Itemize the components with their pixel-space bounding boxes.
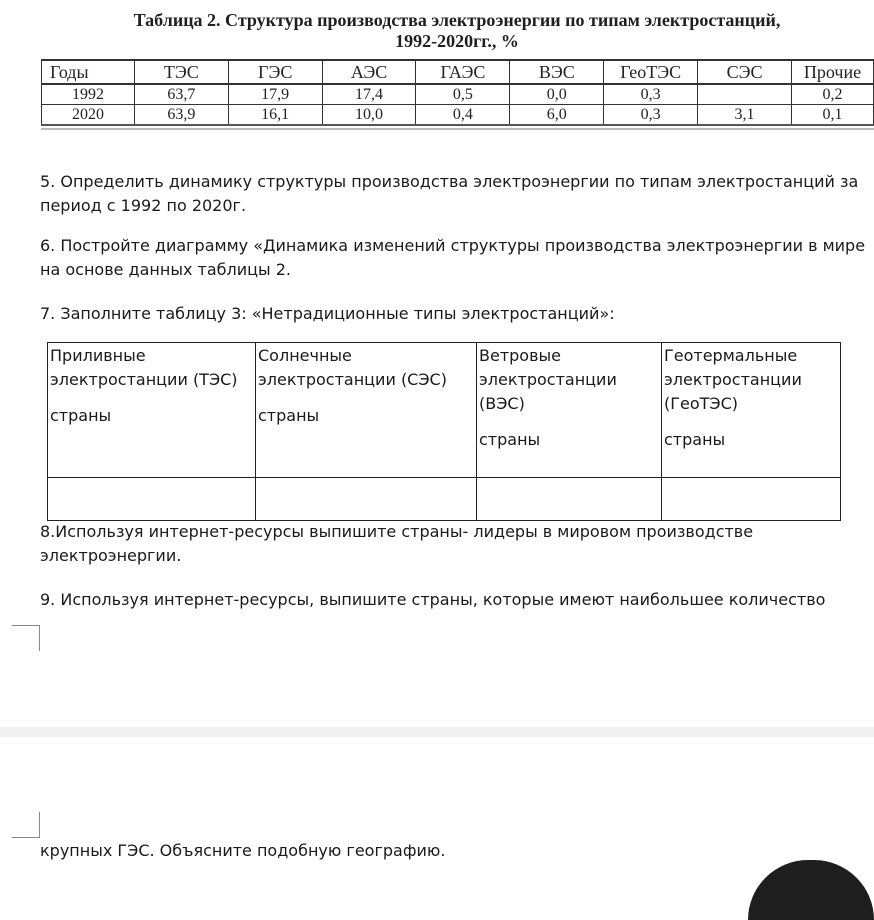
- table2-header-row: [42, 60, 874, 84]
- cell-line: электростанции (СЭС): [258, 370, 447, 389]
- table2-cell: 0,4: [416, 105, 510, 126]
- table2-cell: 0,0: [510, 84, 604, 105]
- table2-cell: 10,0: [322, 105, 416, 126]
- table3-empty-cell[interactable]: [477, 478, 662, 521]
- table2-cell: 1992: [42, 84, 135, 105]
- table2-cell: 6,0: [510, 105, 604, 126]
- table2-header-cell: СЭС: [698, 60, 792, 84]
- task-5-line1: 5. Определить динамику структуры производства электроэнергии по типам электростанций за: [40, 172, 859, 191]
- table2-header-cell: АЭС: [322, 60, 416, 84]
- cell-sub-label: страны: [479, 430, 541, 449]
- cell-line: (ГеоТЭС): [664, 394, 738, 413]
- table2-cell: 0,1: [791, 105, 873, 126]
- table3-header-geothermal: [662, 343, 841, 478]
- task-8: [40, 520, 753, 568]
- cell-line: Геотермальные: [664, 346, 798, 365]
- table2-cell: 17,9: [228, 84, 322, 105]
- task-9-line1: 9. Используя интернет-ресурсы, выпишите страны, которые имеют наибольшее количество: [40, 590, 826, 609]
- table2-cell: 2020: [42, 105, 135, 126]
- cell-line: электростанции: [479, 370, 617, 389]
- page-separator: [0, 727, 874, 737]
- table2-cell: 0,5: [416, 84, 510, 105]
- cell-line: (ВЭС): [479, 394, 525, 413]
- table2-cell: 63,7: [134, 84, 228, 105]
- task-6-line2: на основе данных таблицы 2.: [40, 260, 292, 279]
- table2-title-line1: Таблица 2. Структура производства электроэнергии по типам электростанций,: [133, 10, 781, 30]
- table2-header-cell: ВЭС: [510, 60, 604, 84]
- table2-title: [40, 10, 874, 52]
- table2-cell: [698, 84, 792, 105]
- cell-sub-label: страны: [258, 406, 320, 425]
- table2-header-cell: ТЭС: [134, 60, 228, 84]
- nontraditional-plants-table: [47, 342, 841, 521]
- table2-header-cell: ГЭС: [228, 60, 322, 84]
- table3-empty-cell[interactable]: [256, 478, 477, 521]
- table3-header-wind: [477, 343, 662, 478]
- cell-sub-label: страны: [664, 430, 726, 449]
- table3-header-row: [48, 343, 841, 478]
- table2-cell: 0,3: [604, 84, 698, 105]
- table2-cell: 0,2: [791, 84, 873, 105]
- table-row: [42, 105, 874, 126]
- table3-empty-cell[interactable]: [662, 478, 841, 521]
- table3-header-solar: [256, 343, 477, 478]
- table3-empty-cell[interactable]: [48, 478, 256, 521]
- task-5-line2: период с 1992 по 2020г.: [40, 196, 247, 215]
- task-6: [40, 234, 865, 282]
- table2-cell: 3,1: [698, 105, 792, 126]
- table-row: [42, 84, 874, 105]
- table2-cell: 63,9: [134, 105, 228, 126]
- task-9-line2: крупных ГЭС. Объясните подобную географию.: [40, 841, 446, 860]
- table2-header-cell: Прочие: [791, 60, 873, 84]
- table2-header-cell: ГАЭС: [416, 60, 510, 84]
- task-6-line1: 6. Постройте диаграмму «Динамика изменений структуры производства электроэнергии в мире: [40, 236, 866, 255]
- table2-header-cell: ГеоТЭС: [604, 60, 698, 84]
- table-row: [48, 478, 841, 521]
- cell-line: электростанции (ТЭС): [50, 370, 238, 389]
- power-structure-table: [41, 59, 874, 126]
- table2-bottom-rule: [41, 128, 874, 130]
- task-8-line1: 8.Используя интернет-ресурсы выпишите страны- лидеры в мировом производстве: [40, 522, 754, 541]
- task-8-line2: электроэнергии.: [40, 546, 182, 565]
- table2-title-line2: 1992-2020гг., %: [395, 31, 519, 51]
- page-corner-mark: [12, 812, 40, 838]
- page-corner-mark: [12, 625, 40, 651]
- cell-line: Ветровые: [479, 346, 561, 365]
- cell-line: Солнечные: [258, 346, 352, 365]
- cell-line: Приливные: [50, 346, 146, 365]
- task-7: 7. Заполните таблицу 3: «Нетрадиционные типы электростанций»:: [40, 304, 615, 323]
- cell-sub-label: страны: [50, 406, 112, 425]
- table2-cell: 17,4: [322, 84, 416, 105]
- table3-header-tidal: [48, 343, 256, 478]
- task-5: [40, 170, 858, 218]
- table2-header-cell: Годы: [42, 60, 135, 84]
- table2-cell: 16,1: [228, 105, 322, 126]
- cell-line: электростанции: [664, 370, 802, 389]
- table2-cell: 0,3: [604, 105, 698, 126]
